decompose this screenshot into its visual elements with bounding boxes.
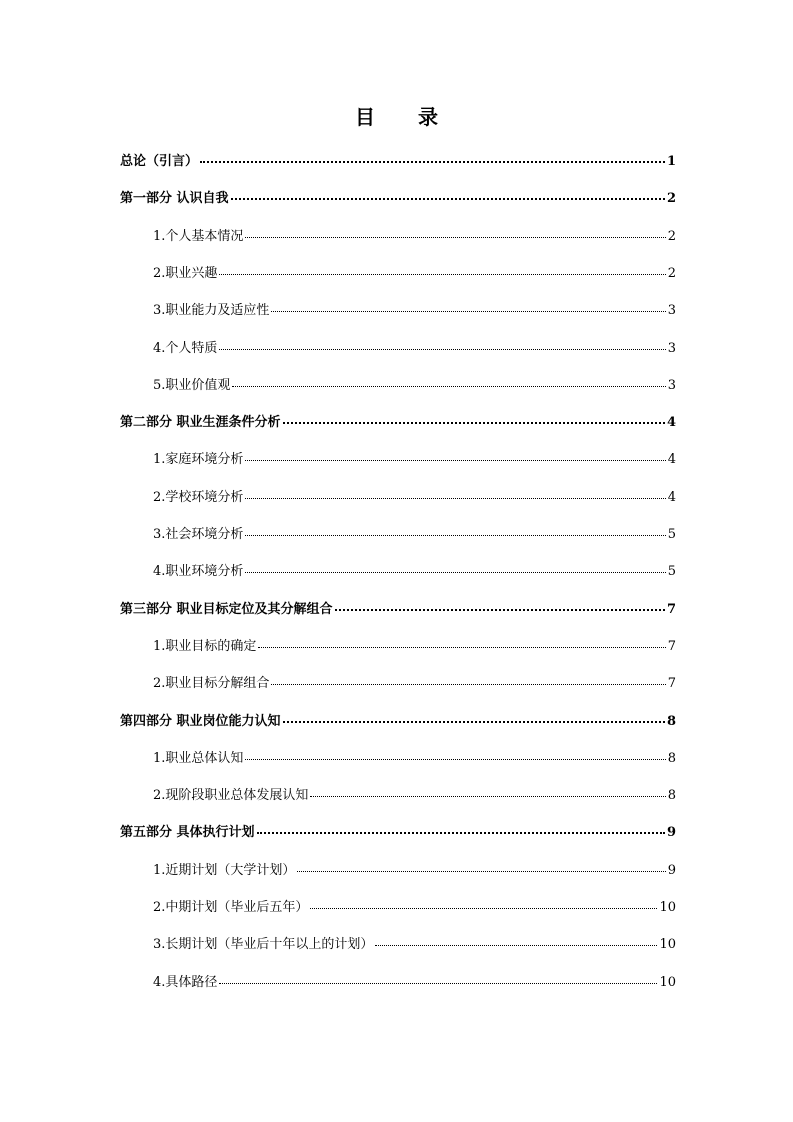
toc-dot-leader [310,899,657,911]
toc-dot-leader [245,750,665,762]
toc-page-number: 8 [666,714,676,729]
toc-page-number: 3 [667,341,676,356]
toc-page-number: 2 [667,229,676,244]
toc-dot-leader [258,638,665,650]
toc-section-entry[interactable] [120,601,676,619]
toc-dot-leader [283,414,665,426]
toc-dot-leader [283,713,665,725]
toc-subsection-entry[interactable] [153,302,676,320]
toc-page-number: 9 [667,863,676,878]
toc-dot-leader [271,675,665,687]
toc-subsection-entry[interactable] [153,862,676,880]
toc-subsection-entry[interactable] [153,228,676,246]
toc-dot-leader [219,340,665,352]
toc-page-number: 9 [666,825,676,840]
toc-page-number: 3 [667,303,676,318]
toc-section-entry[interactable] [120,713,676,731]
toc-entry-label: 第四部分 职业岗位能力认知 [120,714,281,729]
toc-page-number: 2 [666,191,676,206]
toc-dot-leader [271,302,665,314]
toc-section-entry[interactable] [120,153,676,171]
toc-page-number: 5 [667,527,676,542]
toc-subsection-entry[interactable] [153,750,676,768]
toc-dot-leader [245,489,665,501]
toc-dot-leader [245,563,665,575]
toc-page-number: 10 [659,975,676,990]
toc-page-number: 7 [666,602,676,617]
toc-page-number: 5 [667,564,676,579]
toc-page-number: 3 [667,378,676,393]
toc-entry-label: 2.中期计划（毕业后五年） [153,900,309,915]
toc-entry-label: 1.个人基本情况 [153,229,244,244]
toc-page-number: 10 [659,937,676,952]
toc-entry-label: 总论（引言） [120,154,199,169]
toc-page-number: 8 [667,788,676,803]
toc-entry-label: 第二部分 职业生涯条件分析 [120,415,281,430]
toc-dot-leader [231,190,665,202]
toc-entry-label: 2.职业目标分解组合 [153,676,270,691]
toc-entry-label: 3.社会环境分析 [153,527,244,542]
toc-dot-leader [245,451,665,463]
toc-subsection-entry[interactable] [153,787,676,805]
toc-subsection-entry[interactable] [153,340,676,358]
toc-dot-leader [245,526,665,538]
toc-page-number: 4 [666,415,676,430]
toc-entry-label: 2.职业兴趣 [153,266,218,281]
toc-subsection-entry[interactable] [153,265,676,283]
toc-dot-leader [219,265,665,277]
toc-subsection-entry[interactable] [153,974,676,992]
toc-subsection-entry[interactable] [153,936,676,954]
toc-entry-label: 3.职业能力及适应性 [153,303,270,318]
toc-entry-label: 5.职业价值观 [153,378,231,393]
toc-entry-label: 1.职业总体认知 [153,751,244,766]
toc-page-number: 8 [667,751,676,766]
toc-entry-label: 4.职业环境分析 [153,564,244,579]
toc-page-number: 2 [667,266,676,281]
toc-dot-leader [310,787,665,799]
toc-page-number: 7 [667,639,676,654]
toc-entry-label: 4.具体路径 [153,975,218,990]
toc-entry-label: 第五部分 具体执行计划 [120,825,255,840]
toc-section-entry[interactable] [120,824,676,842]
toc-entry-label: 第一部分 认识自我 [120,191,229,206]
toc-subsection-entry[interactable] [153,899,676,917]
toc-dot-leader [375,936,657,948]
toc-subsection-entry[interactable] [153,526,676,544]
toc-subsection-entry[interactable] [153,638,676,656]
toc-subsection-entry[interactable] [153,451,676,469]
toc-entry-label: 1.家庭环境分析 [153,452,244,467]
toc-page-number: 10 [659,900,676,915]
toc-title: 目 录 [355,105,456,129]
toc-entry-label: 1.职业目标的确定 [153,639,257,654]
toc-page-number: 4 [667,490,676,505]
toc-dot-leader [245,228,665,240]
toc-entry-label: 2.现阶段职业总体发展认知 [153,788,309,803]
toc-section-entry[interactable] [120,414,676,432]
toc-dot-leader [200,153,665,165]
toc-page-number: 4 [667,452,676,467]
toc-entry-label: 4.个人特质 [153,341,218,356]
toc-dot-leader [335,601,665,613]
toc-section-entry[interactable] [120,190,676,208]
toc-subsection-entry[interactable] [153,489,676,507]
toc-dot-leader [219,974,657,986]
toc-entry-label: 3.长期计划（毕业后十年以上的计划） [153,937,374,952]
toc-page-number: 7 [667,676,676,691]
toc-entry-label: 1.近期计划（大学计划） [153,863,296,878]
toc-subsection-entry[interactable] [153,675,676,693]
toc-entry-label: 2.学校环境分析 [153,490,244,505]
toc-page-number: 1 [666,154,676,169]
toc-entry-label: 第三部分 职业目标定位及其分解组合 [120,602,333,617]
toc-dot-leader [297,862,665,874]
toc-dot-leader [257,824,665,836]
toc-subsection-entry[interactable] [153,377,676,395]
toc-dot-leader [232,377,665,389]
toc-subsection-entry[interactable] [153,563,676,581]
